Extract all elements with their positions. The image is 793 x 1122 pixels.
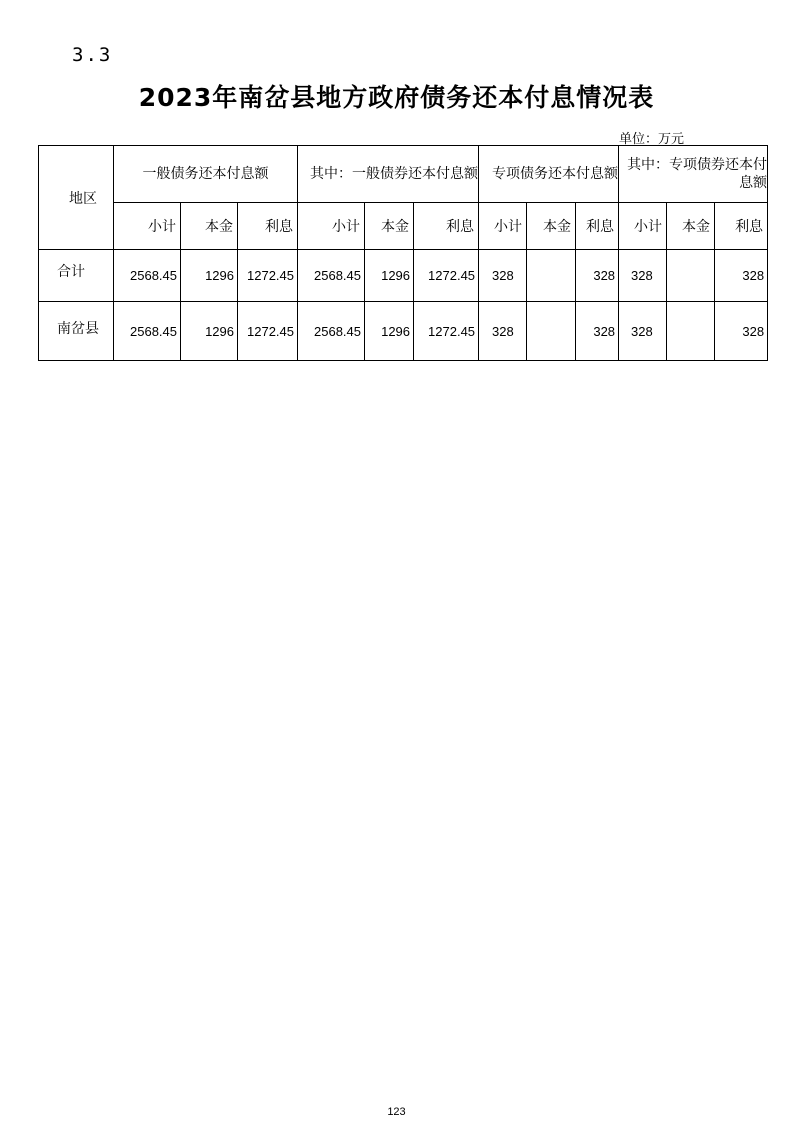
page-number: 123 [387,1106,406,1118]
debt-table [38,145,768,361]
table-cell: 2568.45 [114,250,181,302]
row-label: 南岔县 [39,302,114,361]
table-cell: 2568.45 [298,302,365,361]
sub-header-interest: 利息 [715,203,768,250]
table-cell: 1272.45 [414,250,479,302]
table-cell: 1296 [365,250,414,302]
sub-header-subtotal: 小计 [619,203,667,250]
group-header-special-bond: 其中：专项债券还本付息额 [619,146,768,203]
table-cell: 1272.45 [238,302,298,361]
area-header: 地区 [39,146,114,250]
sub-header-principal: 本金 [667,203,715,250]
table-cell: 1296 [181,302,238,361]
table-cell [667,250,715,302]
sub-header-interest: 利息 [238,203,298,250]
sub-header-principal: 本金 [365,203,414,250]
table-cell: 1296 [365,302,414,361]
sub-header-principal: 本金 [181,203,238,250]
table-cell: 328 [619,302,667,361]
sub-header-subtotal: 小计 [298,203,365,250]
table-cell [527,250,576,302]
table-cell: 1272.45 [238,250,298,302]
table-cell: 328 [479,250,527,302]
group-header-general-bond: 其中：一般债券还本付息额 [298,146,479,203]
table-row [39,302,768,361]
table-cell: 1272.45 [414,302,479,361]
table-cell [667,302,715,361]
group-header-special-debt: 专项债务还本付息额 [479,146,619,203]
table-cell: 328 [479,302,527,361]
sub-header-interest: 利息 [576,203,619,250]
table-cell: 1296 [181,250,238,302]
sub-header-subtotal: 小计 [114,203,181,250]
table-cell: 328 [715,250,768,302]
section-number: 3.3 [72,44,113,66]
table-row [39,250,768,302]
table-cell [527,302,576,361]
unit-label: 单位：万元 [619,132,685,147]
table-cell: 2568.45 [298,250,365,302]
group-header-general-debt: 一般债务还本付息额 [114,146,298,203]
table-cell: 328 [715,302,768,361]
table-cell: 328 [576,302,619,361]
sub-header-row [39,203,768,250]
sub-header-interest: 利息 [414,203,479,250]
table-cell: 2568.45 [114,302,181,361]
table-cell: 328 [619,250,667,302]
sub-header-principal: 本金 [527,203,576,250]
page-title: 2023年南岔县地方政府债务还本付息情况表 [138,83,655,112]
table-cell: 328 [576,250,619,302]
sub-header-subtotal: 小计 [479,203,527,250]
group-header-row [39,146,768,203]
row-label: 合计 [39,250,114,302]
